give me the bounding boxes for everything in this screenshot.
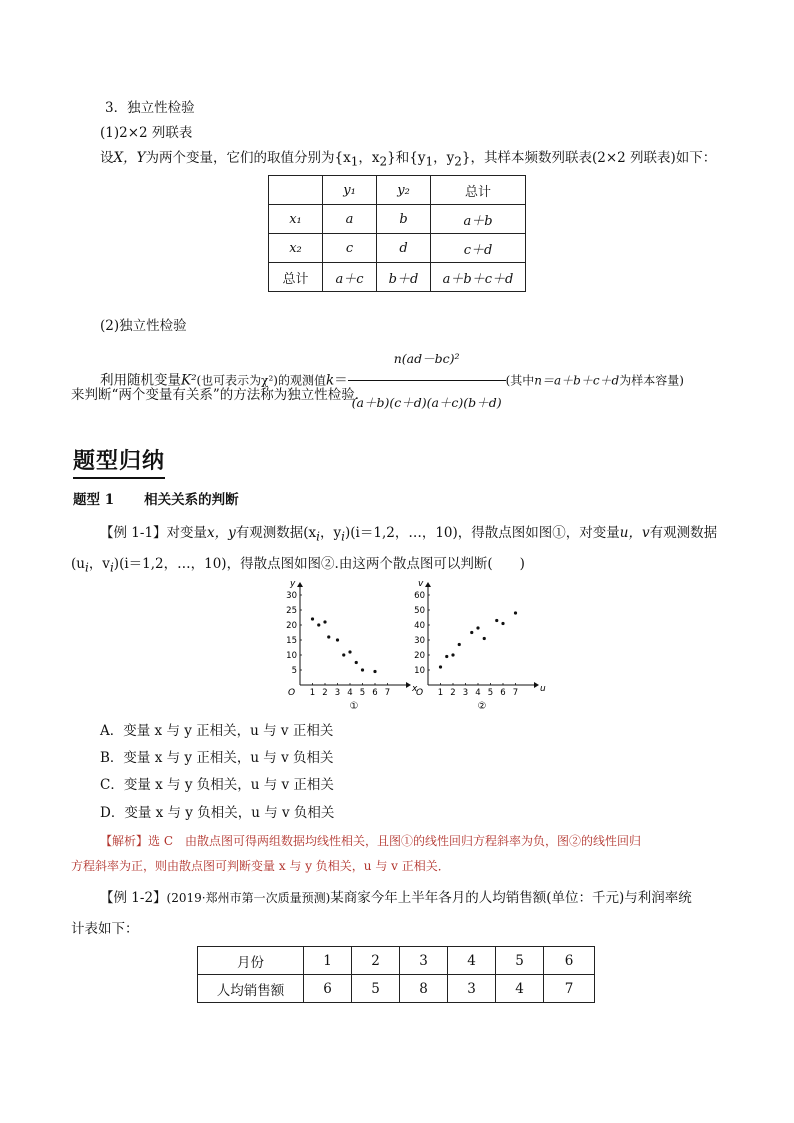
x-tick-label: 7 [512,688,519,698]
data-point [327,635,330,638]
x-tick-label: 6 [372,688,378,698]
y-tick-label: 30 [286,591,297,601]
data-point [458,643,461,646]
x-tick-label: 6 [500,688,506,698]
x-tick-label: 2 [450,688,456,698]
table-cell: 7 [544,975,595,1003]
solution-line2: 方程斜率为正，则由散点图可判断变量 x 与 y 负相关，u 与 v 正相关． [71,859,450,873]
table-cell: 3 [400,947,448,975]
subheading-contingency-table: (1)2×2 列联表 [100,125,193,141]
table-cell: y₁ [323,176,377,205]
data-point [311,617,314,620]
table-cell: c [323,234,377,263]
table-cell: 总计 [431,176,526,205]
example-1-1-line2: ($u_i$，$v_i)(i=1,2$，…，10)，得散点图如图②.由这两个散点图可以判断( ) [71,556,525,575]
y-tick-label: 20 [286,621,297,631]
y-axis-label: v [418,579,424,589]
table-cell: 5 [496,947,544,975]
data-point [439,665,442,668]
chi-square-fraction: $\frac{\text{n(ad－bc)²}}{(a+b)(c+d)(a+c)(b+d)}$ [348,339,506,423]
table-cell: 月份 [198,947,304,975]
table-cell: 总计 [269,263,323,292]
x-tick-label: 3 [334,688,341,698]
table-cell: 5 [352,975,400,1003]
y-tick-label: 5 [291,666,297,676]
x-tick-label: 5 [359,688,366,698]
x-tick-label: 1 [309,688,316,698]
data-point [323,620,326,623]
table-cell: b [377,205,431,234]
data-point [342,653,345,656]
table-cell [269,176,323,205]
y-tick-label: 40 [414,621,425,631]
x-tick-label: 3 [462,688,469,698]
x-tick-label: 4 [347,688,353,698]
option-a: A．变量 x 与 y 正相关，u 与 v 正相关 [100,723,334,739]
chart-caption: ② [477,701,487,712]
data-point [514,611,517,614]
scatter-plot-1 [280,579,418,713]
x-tick-label: 2 [322,688,328,698]
table-cell: d [377,234,431,263]
table-row [198,947,595,975]
data-point [501,622,504,625]
table-cell: 2 [352,947,400,975]
data-point [317,623,320,626]
data-point [355,661,358,664]
table-cell: a＋b＋c＋d [431,263,526,292]
data-point [336,638,339,641]
y-tick-label: 15 [286,636,297,646]
x-axis-label: x [412,684,418,694]
option-c: C．变量 x 与 y 负相关，u 与 v 正相关 [100,777,334,793]
y-tick-label: 60 [414,591,425,601]
table-cell: x₁ [269,205,323,234]
data-point [451,653,454,656]
y-tick-label: 20 [414,651,425,661]
example-1-2-line2: 计表如下： [71,921,139,937]
option-d: D．变量 x 与 y 负相关，u 与 v 负相关 [100,805,335,821]
data-point [495,619,498,622]
table-cell: c＋d [431,234,526,263]
data-point [373,670,376,673]
table-cell: 6 [304,975,352,1003]
table-cell: a＋b [431,205,526,234]
data-point [476,626,479,629]
section-heading: 3．独立性检验 [105,100,195,116]
y-tick-label: 30 [414,636,425,646]
table-row [269,263,526,292]
y-tick-label: 10 [286,651,297,661]
formula-line: 利用随机变量K²(也可表示为χ²)的观测值k＝ $\frac{\text{n(ad－bc)²}}{(a+b)(c+d)(a+c)(b+d)}$ (其中n＝a＋b＋c＋d为样本容量) [100,339,684,423]
x-tick-label: 1 [437,688,444,698]
question-type-heading: 题型 1 相关关系的判断 [73,492,239,508]
table-cell: y₂ [377,176,431,205]
conclusion-text: 来判断“两个变量有关系”的方法称为独立性检验． [71,387,369,403]
x-tick-label: 4 [475,688,481,698]
origin-label: O [416,688,424,698]
table-cell: 4 [448,947,496,975]
sales-table [197,946,595,1003]
y-tick-label: 25 [286,606,297,616]
origin-label: O [288,688,296,698]
table-cell: 1 [304,947,352,975]
x-tick-label: 5 [487,688,494,698]
x-axis-arrow [534,682,539,688]
data-point [445,655,448,658]
data-point [348,650,351,653]
table-cell: a [323,205,377,234]
table-row [269,234,526,263]
table-cell: a＋c [323,263,377,292]
chart-caption: ① [349,701,359,712]
section-title: 题型归纳 [73,444,165,479]
table-cell: 4 [496,975,544,1003]
data-point [470,631,473,634]
y-tick-label: 10 [414,666,425,676]
example-1-1-line1: 【例 1-1】对变量x，y有观测数据($x_i$，$y_i)(i=1,2$，…，10)，得散点图如图①，对变量u，v有观测数据 [100,525,718,544]
y-axis-label: y [290,579,296,589]
table-cell: 3 [448,975,496,1003]
subheading-independence-test: (2)独立性检验 [100,318,187,334]
option-b: B．变量 x 与 y 正相关，u 与 v 负相关 [100,750,334,766]
table-row [198,975,595,1003]
x-axis-label: u [540,684,546,694]
y-axis-arrow [425,582,431,587]
data-point [483,637,486,640]
data-point [361,668,364,671]
scatter-plot-2 [408,579,548,713]
y-tick-label: 50 [414,606,425,616]
solution-line1: 【解析】选 C 由散点图可得两组数据均线性相关，且图①的线性回归方程斜率为负，图②的线性回归 [100,834,642,848]
intro-paragraph: 设X，Y为两个变量，它们的取值分别为{$x_1$，$x_2$}和{$y_1$，$y_2$}，其样本频数列联表(2×2 列联表)如下： [100,150,717,169]
x-tick-label: 7 [384,688,391,698]
table-cell: 8 [400,975,448,1003]
contingency-table [268,175,526,292]
table-cell: b＋d [377,263,431,292]
y-axis-arrow [297,582,303,587]
table-cell: 人均销售额 [198,975,304,1003]
table-row [269,176,526,205]
table-cell: x₂ [269,234,323,263]
table-row [269,205,526,234]
table-cell: 6 [544,947,595,975]
example-1-2-line1: 【例 1-2】(2019·郑州市第一次质量预测)某商家今年上半年各月的人均销售额(单位：千元)与利润率统 [100,890,692,906]
